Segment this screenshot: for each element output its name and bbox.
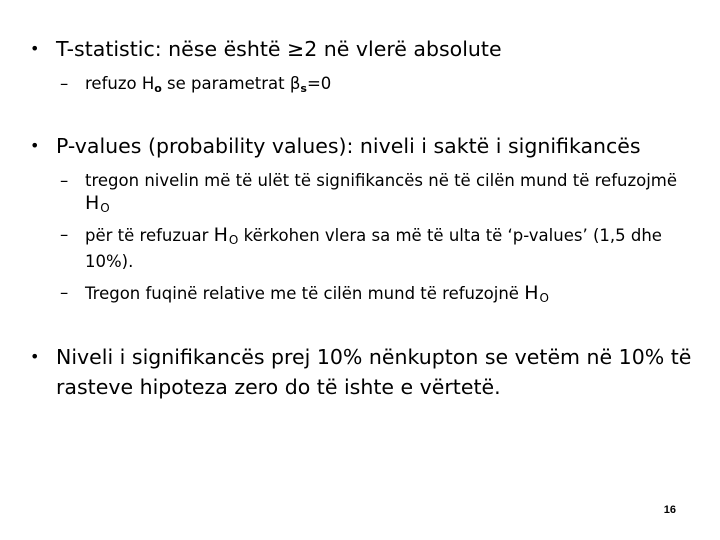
- sub-bullet-refuzo: [60, 73, 690, 100]
- subscript-s: s: [300, 82, 307, 95]
- bullet-text: P-values (probability values): niveli i saktë i signifikancës: [56, 134, 641, 158]
- text-run: se parametrat β: [161, 74, 301, 93]
- sub-bullet-text: [85, 224, 690, 273]
- bullet-niveli: [30, 342, 700, 402]
- subscript-o: o: [154, 82, 162, 95]
- subscript-o: O: [100, 201, 110, 215]
- subscript-o: O: [228, 233, 239, 247]
- bullet-text: Niveli i signifikancës prej 10% nënkupton se vetëm në 10% të rasteve hipoteza zero do të ishte e vërtetë.: [56, 345, 692, 399]
- text-run: kërkohen vlera sa më të ulta të ‘p-values’ (1,5 dhe 10%).: [85, 226, 662, 271]
- text-run: për të refuzuar: [85, 226, 214, 245]
- h-letter: H: [85, 192, 101, 214]
- bullet-text: T-statistic: nëse është ≥2 në vlerë absolute: [56, 37, 502, 61]
- bullet-t-statistic: [30, 34, 700, 64]
- bullet-p-values: [30, 131, 700, 161]
- text-run: =0: [306, 74, 332, 93]
- text-run: tregon nivelin më të ulët të signifikancës në të cilën mund të refuzojmë: [85, 171, 678, 190]
- sub-bullet-fuqine: [60, 282, 690, 309]
- text-run: refuzo H: [85, 74, 155, 93]
- sub-bullet-refuzuar: [60, 224, 690, 273]
- dash-icon: –: [60, 225, 69, 244]
- dash-icon: –: [60, 171, 69, 190]
- bullet-dot-icon: •: [30, 39, 40, 58]
- text-run: Tregon fuqinë relative me të cilën mund të refuzojnë: [85, 284, 525, 303]
- page-number: 16: [663, 504, 676, 516]
- sub-bullet-text: [85, 282, 690, 309]
- bullet-dot-icon: •: [30, 347, 40, 366]
- dash-icon: –: [60, 283, 69, 302]
- bullet-dot-icon: •: [30, 136, 40, 155]
- sub-bullet-text: [85, 170, 690, 219]
- sub-bullet-text: [85, 73, 690, 100]
- subscript-o: O: [539, 291, 549, 305]
- h-letter: H: [524, 282, 540, 304]
- h-letter: H: [213, 224, 229, 246]
- dash-icon: –: [60, 74, 69, 93]
- sub-bullet-tregon: [60, 170, 690, 219]
